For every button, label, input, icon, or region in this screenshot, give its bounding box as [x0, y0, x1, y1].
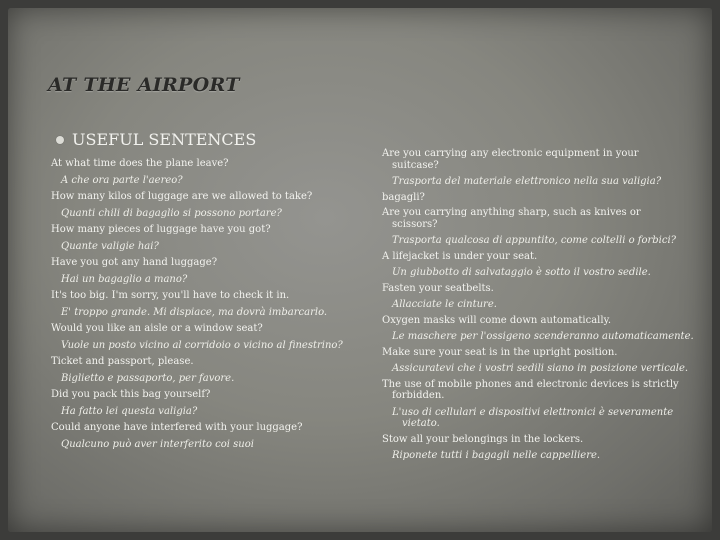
bullet-icon	[56, 136, 64, 144]
sentence-item	[51, 191, 351, 219]
english-sentence: At what time does the plane leave?	[51, 158, 229, 169]
english-line: Are you carrying anything sharp, such as knives or	[382, 207, 641, 218]
sentence-item	[51, 290, 351, 318]
sentence-item	[382, 148, 700, 188]
english-sentence: Make sure your seat is in the upright position.	[382, 346, 618, 358]
english-sentence: Oxygen masks will come down automatically.	[382, 314, 612, 326]
italian-translation: Quante valigie hai?	[61, 240, 159, 252]
slide-title: AT THE AIRPORT	[48, 74, 240, 96]
italian-translation: Un giubbotto di salvataggio è sotto il vostro sedile.	[392, 267, 651, 278]
english-sentence: How many kilos of luggage are we allowed to take?	[51, 191, 313, 202]
sentence-item	[51, 158, 351, 186]
sentence-item	[382, 283, 700, 311]
sentence-item	[51, 224, 351, 252]
right-column	[382, 148, 700, 466]
english-sentence: Fasten your seatbelts.	[382, 282, 494, 294]
italian-translation: Qualcuno può aver interferito coi suoi	[61, 438, 254, 450]
sentence-item	[51, 356, 351, 384]
sentence-item	[51, 389, 351, 417]
english-sentence: Have you got any hand luggage?	[51, 257, 218, 268]
sentence-item	[382, 192, 700, 204]
italian-translation: Le maschere per l'ossigeno scenderanno automaticamente.	[392, 331, 694, 342]
slide	[8, 8, 712, 532]
italian-translation: Hai un bagaglio a mano?	[61, 273, 188, 285]
english-sentence	[382, 207, 700, 230]
left-column	[51, 158, 351, 455]
english-sentence	[382, 148, 700, 171]
english-sentence: Would you like an aisle or a window seat?	[51, 323, 263, 334]
italian-translation: Allacciate le cinture.	[392, 299, 497, 310]
english-sentence: How many pieces of luggage have you got?	[51, 224, 271, 235]
italian-translation: A che ora parte l'aereo?	[61, 174, 183, 186]
sentence-item	[51, 323, 351, 351]
italian-translation: Trasporta del materiale elettronico nella sua valigia?	[392, 176, 662, 187]
english-sentence: Stow all your belongings in the lockers.	[382, 433, 584, 445]
section-heading	[56, 130, 256, 149]
italian-line: L'uso di cellulari e dispositivi elettronici è severamente	[392, 406, 674, 418]
italian-translation: E' troppo grande. Mi dispiace, ma dovrà imbarcarlo.	[61, 306, 328, 318]
italian-translation	[382, 407, 700, 430]
italian-translation: Assicuratevi che i vostri sedili siano in posizione verticale.	[392, 363, 689, 374]
english-sentence: A lifejacket is under your seat.	[382, 250, 538, 262]
english-line-continued: suitcase?	[392, 159, 439, 171]
sentence-item	[382, 434, 700, 462]
english-line-continued: scissors?	[392, 218, 438, 230]
sentence-item	[51, 422, 351, 450]
english-line: The use of mobile phones and electronic devices is strictly	[382, 378, 679, 390]
english-sentence: Ticket and passport, please.	[51, 356, 194, 367]
italian-translation: Biglietto e passaporto, per favore.	[61, 372, 235, 384]
english-sentence	[382, 379, 700, 402]
english-sentence: Could anyone have interfered with your luggage?	[51, 422, 303, 433]
italian-translation: Trasporta qualcosa di appuntito, come coltelli o forbici?	[392, 235, 677, 246]
sentence-item	[51, 257, 351, 285]
italian-translation: Quanti chili di bagaglio si possono portare?	[61, 207, 282, 219]
sentence-item	[382, 347, 700, 375]
italian-translation: Vuole un posto vicino al corridoio o vicino al finestrino?	[61, 339, 343, 351]
english-sentence: bagagli?	[382, 191, 425, 203]
sentence-item	[382, 315, 700, 343]
italian-translation: Riponete tutti i bagagli nelle cappelliere.	[392, 450, 601, 461]
sentence-item	[382, 251, 700, 279]
english-sentence: It's too big. I'm sorry, you'll have to check it in.	[51, 290, 290, 301]
english-line: Are you carrying any electronic equipment in your	[382, 148, 639, 159]
english-sentence: Did you pack this bag yourself?	[51, 389, 211, 400]
section-heading-text: USEFUL SENTENCES	[72, 130, 257, 149]
english-line-continued: forbidden.	[392, 390, 445, 401]
italian-line-continued: vietato.	[402, 418, 440, 429]
italian-translation: Ha fatto lei questa valigia?	[61, 405, 198, 417]
sentence-item	[382, 207, 700, 247]
sentence-item	[382, 379, 700, 430]
